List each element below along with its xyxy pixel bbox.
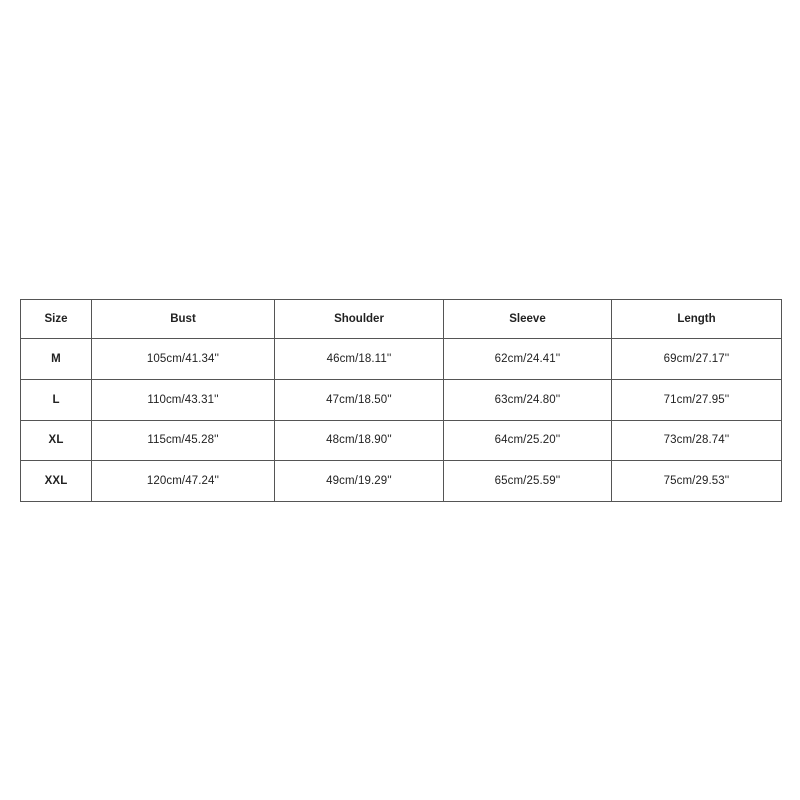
table-row	[21, 420, 782, 461]
sleeve-cell: 65cm/25.59''	[444, 461, 612, 502]
header-length: Length	[612, 300, 782, 339]
size-cell: XL	[21, 420, 92, 461]
table-row	[21, 379, 782, 420]
length-cell: 73cm/28.74''	[612, 420, 782, 461]
size-chart-table	[20, 299, 782, 502]
header-row	[21, 300, 782, 339]
header-size: Size	[21, 300, 92, 339]
bust-cell: 105cm/41.34''	[92, 339, 275, 380]
bust-cell: 110cm/43.31''	[92, 379, 275, 420]
size-cell: XXL	[21, 461, 92, 502]
shoulder-cell: 48cm/18.90''	[275, 420, 444, 461]
size-cell: L	[21, 379, 92, 420]
sleeve-cell: 64cm/25.20''	[444, 420, 612, 461]
table-row	[21, 339, 782, 380]
size-cell: M	[21, 339, 92, 380]
bust-cell: 115cm/45.28''	[92, 420, 275, 461]
table-row	[21, 461, 782, 502]
header-bust: Bust	[92, 300, 275, 339]
sleeve-cell: 62cm/24.41''	[444, 339, 612, 380]
bust-cell: 120cm/47.24''	[92, 461, 275, 502]
shoulder-cell: 46cm/18.11''	[275, 339, 444, 380]
shoulder-cell: 47cm/18.50''	[275, 379, 444, 420]
shoulder-cell: 49cm/19.29''	[275, 461, 444, 502]
length-cell: 71cm/27.95''	[612, 379, 782, 420]
header-sleeve: Sleeve	[444, 300, 612, 339]
length-cell: 75cm/29.53''	[612, 461, 782, 502]
header-shoulder: Shoulder	[275, 300, 444, 339]
length-cell: 69cm/27.17''	[612, 339, 782, 380]
sleeve-cell: 63cm/24.80''	[444, 379, 612, 420]
